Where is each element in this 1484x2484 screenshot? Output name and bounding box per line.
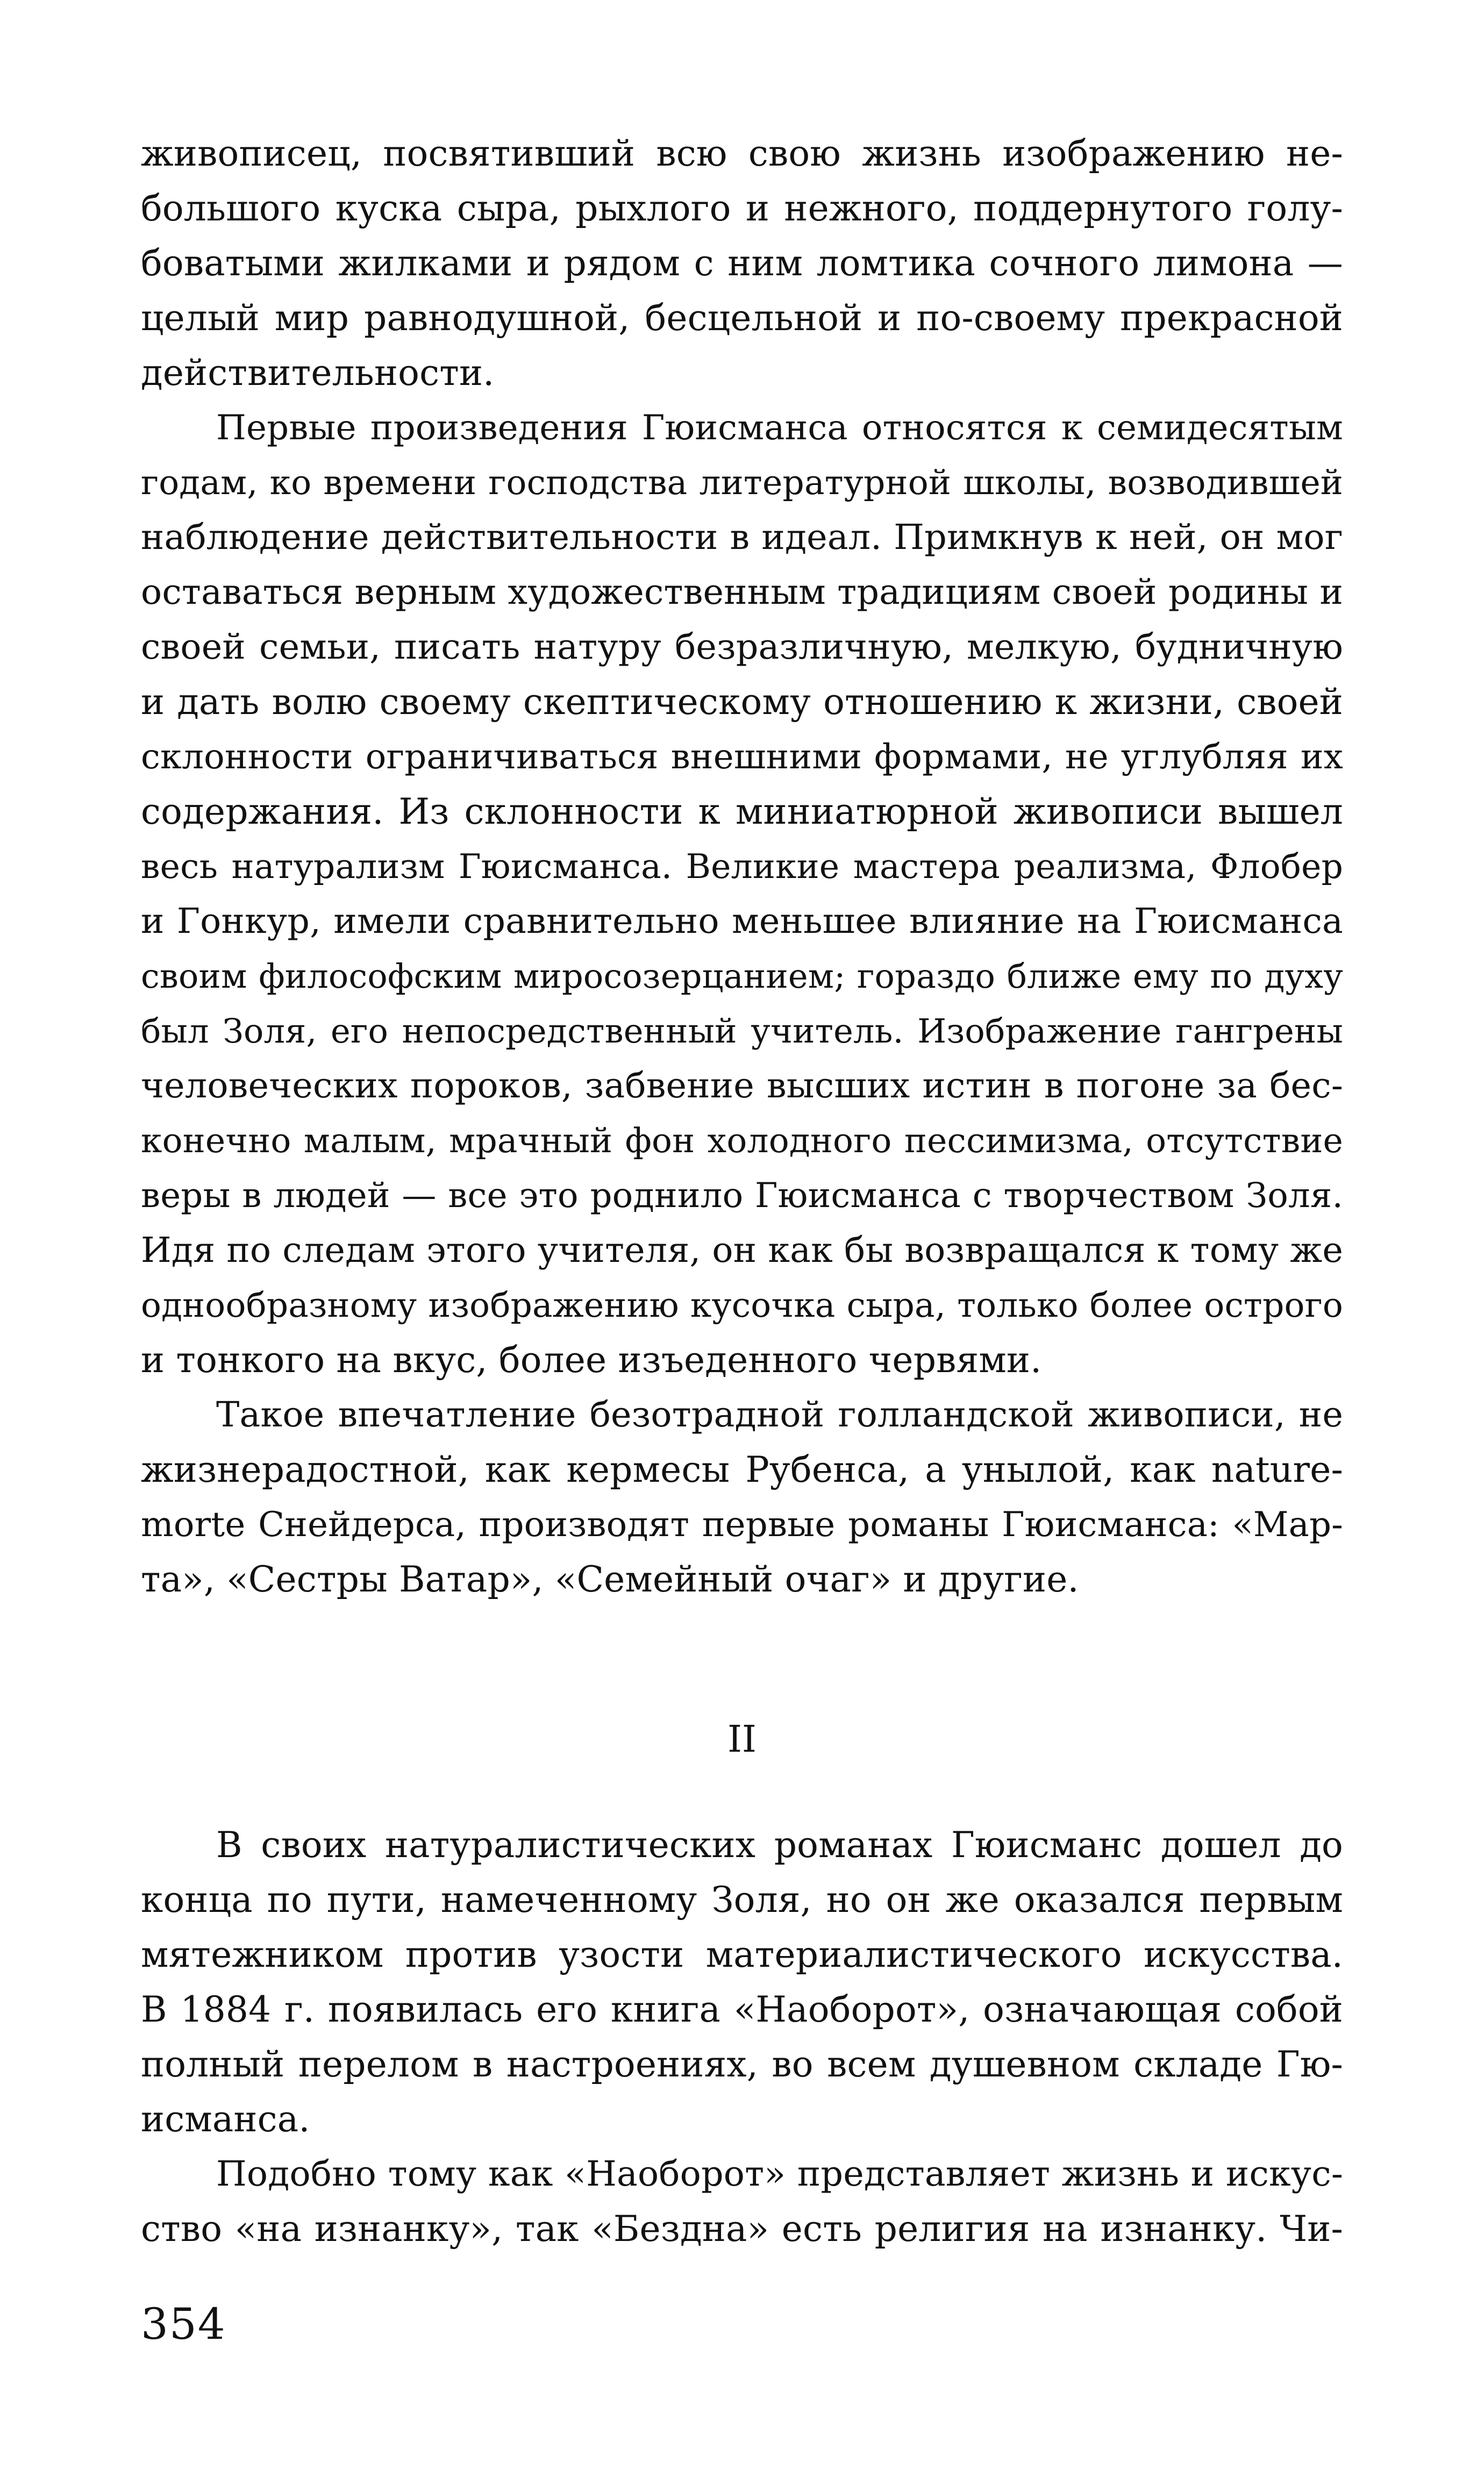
text-line: своей семьи, писать натуру безразличную, мелкую, будничную (141, 627, 1343, 667)
text-line: и Гонкур, имели сравнительно меньшее влияние на Гюисманса (141, 901, 1343, 941)
text-line: целый мир равнодушной, бесцельной и по-своему прекрасной (141, 297, 1343, 339)
text-line: действительности. (141, 352, 495, 394)
text-line: большого куска сыра, рыхлого и нежного, поддернутого голу- (141, 188, 1343, 229)
text-line: ство «на изнанку», так «Бездна» есть религия на изнанку. Чи- (141, 2208, 1343, 2250)
text-line: В 1884 г. появилась его книга «Наоборот», означающая собой (141, 1989, 1343, 2030)
text-line: человеческих пороков, забвение высших истин в погоне за бес- (141, 1066, 1343, 1106)
text-line: Идя по следам этого учителя, он как бы возвращался к тому же (141, 1230, 1343, 1270)
text-line: весь натурализм Гюисманса. Великие мастера реализма, Флобер (141, 847, 1343, 886)
text-line: Первые произведения Гюисманса относятся к семидесятым (216, 408, 1343, 448)
section-heading: II (727, 1718, 757, 1761)
text-line: оставаться верным художественным традициям своей родины и (141, 572, 1343, 612)
text-line: исманса. (141, 2098, 310, 2140)
text-line: содержания. Из склонности к миниатюрной живописи вышел (141, 791, 1343, 832)
text-line: однообразному изображению кусочка сыра, только более острого (141, 1286, 1343, 1325)
text-line: morte Снейдерса, производят первые романы Гюисманса: «Мар- (141, 1505, 1343, 1545)
text-line: мятежником против узости материалистического искусства. (141, 1934, 1343, 1975)
text-line: Подобно тому как «Наоборот» представляет жизнь и искус- (216, 2154, 1343, 2194)
text-line: и дать волю своему скептическому отношению к жизни, своей (141, 681, 1343, 723)
text-line: годам, ко времени господства литературной школы, возводившей (141, 463, 1343, 502)
text-line: веры в людей — все это роднило Гюисманса с творчеством Золя. (141, 1176, 1343, 1216)
text-line: своим философским миросозерцанием; гораздо ближе ему по духу (141, 957, 1343, 996)
text-line: Такое впечатление безотрадной голландской живописи, не (216, 1395, 1343, 1435)
page-number: 354 (141, 2299, 226, 2349)
text-line: полный перелом в настроениях, во всем душевном складе Гю- (141, 2044, 1343, 2085)
text-line: живописец, посвятивший всю свою жизнь изображению не- (141, 133, 1343, 174)
text-line: конечно малым, мрачный фон холодного пессимизма, отсутствие (141, 1121, 1343, 1160)
text-line: наблюдение действительности в идеал. Примкнув к ней, он мог (141, 517, 1343, 558)
text-line: та», «Сестры Ватар», «Семейный очаг» и другие. (141, 1559, 1079, 1600)
text-line: и тонкого на вкус, более изъеденного червями. (141, 1339, 1042, 1381)
text-line: был Золя, его непосредственный учитель. Изображение гангрены (141, 1011, 1343, 1051)
text-line: В своих натуралистических романах Гюисманс дошел до (216, 1824, 1343, 1866)
text-line: жизнерадостной, как кермесы Рубенса, а унылой, как nature- (141, 1449, 1343, 1490)
text-line: конца по пути, намеченному Золя, но он же оказался первым (141, 1879, 1343, 1921)
text-line: склонности ограничиваться внешними формами, не углубляя их (141, 737, 1343, 777)
text-line: боватыми жилками и рядом с ним ломтика сочного лимона — (141, 242, 1343, 284)
